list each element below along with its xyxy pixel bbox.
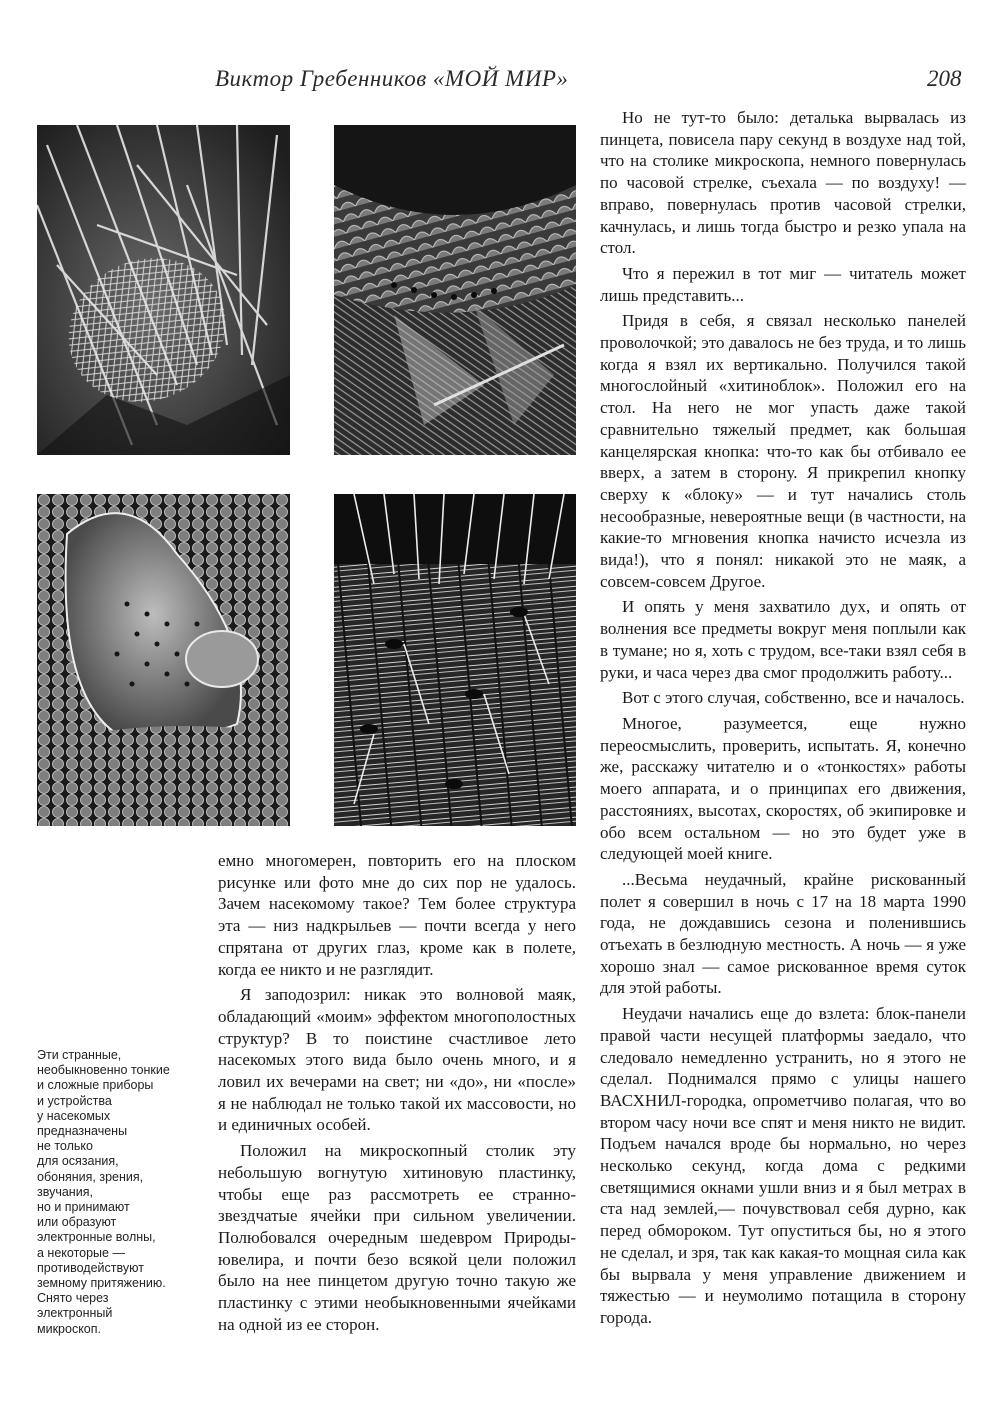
paragraph: Неудачи начались еще до взлета: блок-панели правой части несущей платформы заедало, что следовало немедленно устранить, но я этого не сделал. Поднимался прямо с улицы нашего ВАСХНИЛ-городка, опрометчиво полагая, что во втором часу ночи все спят и меня никто не видит. Подъем начался вроде бы нормально, но через несколько секунд, когда дома с редкими светящимися окнами ушли вниз и я был метрах в ста над землей,— почувствовал себя дурно, как перед обмороком. Тут опуститься бы, но я этого не сделал, и зря, так как какая-то мощная сила как бы вырвала у меня управление движением и тяжестью — и неумолимо потащила в сторону города. [600, 1004, 966, 1327]
right-text-column [600, 107, 966, 1333]
paragraph: ...Весьма неудачный, крайне рискованный полет я совершил в ночь с 17 на 18 марта 1990 года, не дождавшись сезона и поленившись отъехать в безлюдную местность. А ночь — я уже хорошо знал — самое рискованное время суток для этой работы. [600, 869, 966, 998]
antenna-bristles-photo [37, 125, 290, 455]
caption-line: обоняния, зрения, [37, 1169, 144, 1184]
paragraph: Но не тут-то было: деталька вырвалась из пинцета, повисела пару секунд в воздухе над той, что на столике микроскопа, немного повернулась по часовой стрелке, съехала — по воздуху! — вправо, повернулась против часовой стрелки, качнулась, и лишь тогда быстро и резко упала на стол. [600, 108, 966, 258]
caption-line: необыкновенно тонкие [37, 1063, 170, 1078]
paragraph: Что я пережил в тот миг — читатель может лишь представить... [600, 263, 966, 305]
caption-line: электронный [37, 1306, 113, 1321]
caption-line: и сложные приборы [37, 1078, 154, 1093]
caption-line: а некоторые — [37, 1245, 125, 1260]
caption-line: предназначены [37, 1124, 128, 1139]
caption-line: но и принимают [37, 1200, 130, 1215]
caption-line: противодействуют [37, 1260, 144, 1275]
caption-line: и устройства [37, 1093, 112, 1108]
paragraph: Вот с этого случая, собственно, все и началось. [622, 688, 965, 708]
photo-caption [37, 1048, 202, 1337]
caption-line: звучания, [37, 1184, 93, 1199]
middle-text-column [218, 850, 576, 1339]
page-number: 208 [927, 66, 962, 91]
caption-line: или образуют [37, 1215, 117, 1230]
paragraph: Придя в себя, я связал несколько панелей проволочкой; это давалось не без труда, и то лишь когда я взял их вертикально. Получился такой многослойный «хитиноблок». Положил его на стол. На него не мог упасть даже такой сравнительно тяжелый предмет, как большая канцелярская кнопка: что-то как бы отбивало ее вверх, а затем в сторону. Я прикрепил кнопку сверху к «блоку» — и тут начались столь несообразные, невероятные вещи (в частности, на какие-то мгновения кнопка начисто исчезла из вида!), что я понял: никакой это не маяк, а совсем-совсем Другое. [600, 311, 966, 591]
wing-cells-photo [334, 494, 576, 826]
paragraph: Я заподозрил: никак это волновой маяк, обладающий «моим» эффектом многополостных структур? В то поистине счастливое лето насекомых этого вида было очень много, и я ловил их вечерами на свет; ни «до», ни «после» я не наблюдал не только такой их массовости, но и единичных особей. [218, 985, 576, 1135]
compound-eye-photo [37, 494, 290, 826]
paragraph: емно многомерен, повторить его на плоском рисунке или фото мне до сих пор не удалось. Зачем насекомому такое? Тем более структура эта — низ надкрыльев — почти всегда у него спрятана от других глаз, кроме как в полете, когда ее никто и не разглядит. [218, 851, 576, 979]
caption-line: Снято через [37, 1291, 109, 1306]
caption-line: земному притяжению. [37, 1276, 166, 1291]
caption-line: электронные волны, [37, 1230, 156, 1245]
paragraph: И опять у меня захватило дух, и опять от волнения все предметы вокруг меня поплыли как в тумане; но я, хоть с трудом, все-таки взял себя в руки, и часа через два смог продолжить работу... [600, 597, 966, 682]
page-header-title: Виктор Гребенников «МОЙ МИР» [215, 66, 569, 91]
scales-photo [334, 125, 576, 455]
caption-line: для осязания, [37, 1154, 119, 1169]
caption-line: микроскоп. [37, 1321, 102, 1336]
caption-line: не только [37, 1139, 93, 1154]
caption-line: Эти странные, [37, 1048, 122, 1062]
caption-line: у насекомых [37, 1108, 111, 1123]
paragraph: Положил на микроскопный столик эту небольшую вогнутую хитиновую пластинку, чтобы еще раз рассмотреть ее странно-звездчатые ячейки при сильном увеличении. Полюбовался очередным шедевром Природы-ювелира, и почти безо всякой цели положил было на нее пинцетом другую точно такую же пластинку с этими необыкновенными ячейками на одной из ее сторон. [218, 1141, 576, 1334]
paragraph: Многое, разумеется, еще нужно переосмыслить, проверить, испытать. Я, конечно же, расскажу читателю и о «тонкостях» работы моего аппарата, и о принципах его движения, расстояниях, высотах, скоростях, об экипировке и обо всем остальном — но это будет уже в следующей моей книге. [600, 713, 966, 864]
